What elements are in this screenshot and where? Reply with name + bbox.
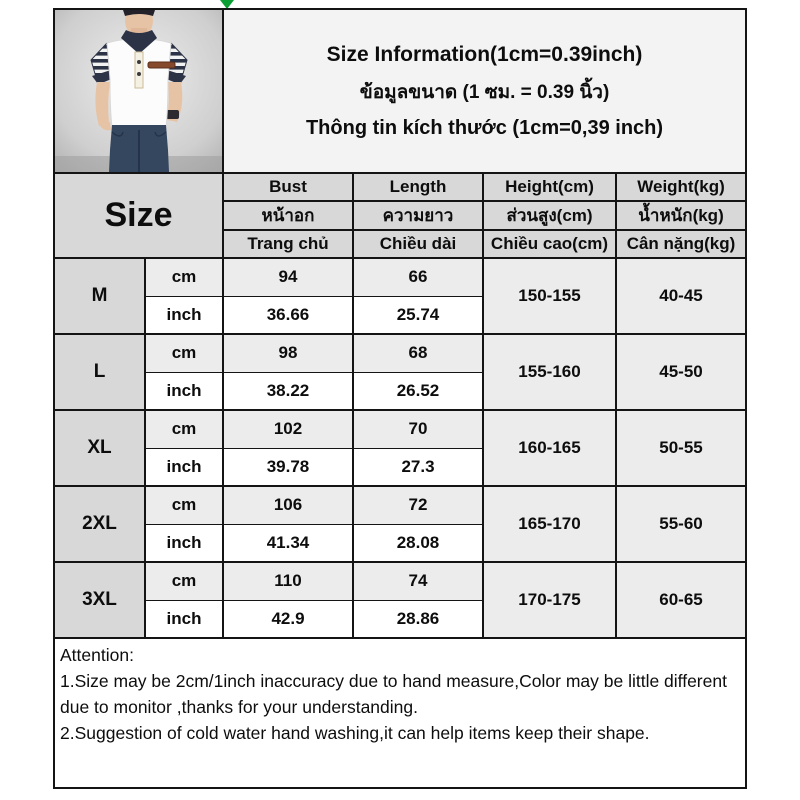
length-inch-m: 25.74 [353, 296, 483, 334]
product-photo [54, 9, 223, 173]
title-thai: ข้อมูลขนาด (1 ซม. = 0.39 นิ้ว) [359, 81, 610, 103]
header-weight-th: น้ำหนัก(kg) [616, 201, 746, 230]
length-inch-3xl: 28.86 [353, 600, 483, 638]
title-english: Size Information(1cm=0.39inch) [326, 42, 643, 66]
height-range-2xl: 165-170 [483, 486, 616, 562]
length-cm-2xl: 72 [353, 486, 483, 524]
size-label-m: M [54, 258, 145, 334]
title-vietnamese: Thông tin kích thước (1cm=0,39 inch) [305, 116, 664, 139]
height-range-3xl: 170-175 [483, 562, 616, 638]
attention-note-1: 1.Size may be 2cm/1inch inaccuracy due to hand measure,Color may be little different due to monitor ,thanks for your understanding. [60, 671, 727, 717]
header-bust-vi: Trang chủ [223, 230, 353, 258]
unit-label-cm: cm [145, 258, 223, 296]
height-range-l: 155-160 [483, 334, 616, 410]
bust-inch-m: 36.66 [223, 296, 353, 334]
unit-label-inch: inch [145, 600, 223, 638]
height-range-m: 150-155 [483, 258, 616, 334]
bust-inch-2xl: 41.34 [223, 524, 353, 562]
size-label-2xl: 2XL [54, 486, 145, 562]
bust-inch-3xl: 42.9 [223, 600, 353, 638]
header-height-th: ส่วนสูง(cm) [483, 201, 616, 230]
title-block [223, 9, 746, 173]
unit-label-inch: inch [145, 296, 223, 334]
length-cm-l: 68 [353, 334, 483, 372]
weight-range-3xl: 60-65 [616, 562, 746, 638]
length-inch-xl: 27.3 [353, 448, 483, 486]
size-column-header: Size [54, 173, 223, 258]
length-cm-m: 66 [353, 258, 483, 296]
bust-cm-3xl: 110 [223, 562, 353, 600]
weight-range-xl: 50-55 [616, 410, 746, 486]
header-bust-en: Bust [223, 173, 353, 201]
bust-cm-xl: 102 [223, 410, 353, 448]
weight-range-2xl: 55-60 [616, 486, 746, 562]
unit-label-inch: inch [145, 448, 223, 486]
length-inch-2xl: 28.08 [353, 524, 483, 562]
unit-label-cm: cm [145, 486, 223, 524]
bust-inch-xl: 39.78 [223, 448, 353, 486]
bust-inch-l: 38.22 [223, 372, 353, 410]
attention-notes [54, 638, 746, 788]
length-inch-l: 26.52 [353, 372, 483, 410]
header-length-en: Length [353, 173, 483, 201]
attention-note-2: 2.Suggestion of cold water hand washing,it can help items keep their shape. [60, 723, 650, 743]
length-cm-3xl: 74 [353, 562, 483, 600]
unit-label-inch: inch [145, 524, 223, 562]
size-label-3xl: 3XL [54, 562, 145, 638]
polo-shirt-photo-illustration [55, 10, 223, 172]
header-weight-vi: Cân nặng(kg) [616, 230, 746, 258]
bust-cm-2xl: 106 [223, 486, 353, 524]
bust-cm-m: 94 [223, 258, 353, 296]
height-range-xl: 160-165 [483, 410, 616, 486]
length-cm-xl: 70 [353, 410, 483, 448]
bust-cm-l: 98 [223, 334, 353, 372]
header-height-en: Height(cm) [483, 173, 616, 201]
size-label-xl: XL [54, 410, 145, 486]
size-chart-table [53, 8, 747, 789]
header-bust-th: หน้าอก [223, 201, 353, 230]
size-label-l: L [54, 334, 145, 410]
header-length-th: ความยาว [353, 201, 483, 230]
unit-label-cm: cm [145, 410, 223, 448]
weight-range-m: 40-45 [616, 258, 746, 334]
weight-range-l: 45-50 [616, 334, 746, 410]
unit-label-cm: cm [145, 562, 223, 600]
unit-label-cm: cm [145, 334, 223, 372]
header-height-vi: Chiều cao(cm) [483, 230, 616, 258]
attention-heading: Attention: [60, 645, 134, 665]
unit-label-inch: inch [145, 372, 223, 410]
header-weight-en: Weight(kg) [616, 173, 746, 201]
header-length-vi: Chiều dài [353, 230, 483, 258]
